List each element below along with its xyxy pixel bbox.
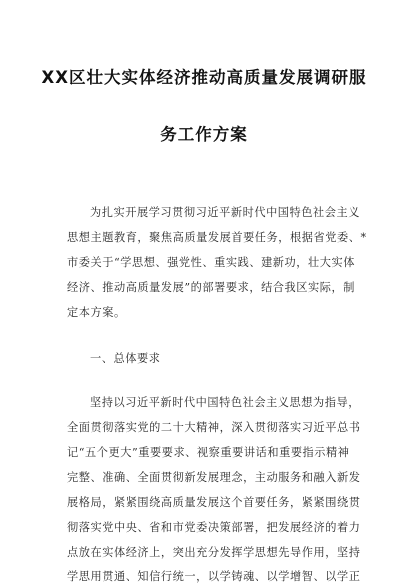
document-title-line-2: 务工作方案 bbox=[160, 125, 248, 144]
document-title-line-1: XX区壮大实体经济推动高质量发展调研服 bbox=[41, 68, 367, 87]
section-body-line: 展格局，紧紧围绕高质量发展这个首要任务，紧紧围绕贯 bbox=[67, 496, 361, 509]
intro-line: 市委关于“学思想、强党性、重实践、建新功，壮大实体 bbox=[67, 256, 355, 269]
section-body-line: 记“五个更大”重要要求、视察重要讲话和重要指示精神 bbox=[67, 446, 350, 459]
section-body-line: 点放在实体经济上，突出充分发挥学思想先导作用，坚持 bbox=[67, 546, 361, 559]
section-heading: 一、总体要求 bbox=[90, 352, 161, 365]
intro-line: 为扎实开展学习贯彻习近平新时代中国特色社会主义 bbox=[90, 206, 360, 219]
section-body-line: 学思用贯通、知信行统一，以学铸魂、以学增智、以学正 bbox=[67, 570, 361, 583]
section-body-line: 坚持以习近平新时代中国特色社会主义思想为指导， bbox=[90, 396, 360, 409]
intro-line: 经济、推动高质量发展”的部署要求，结合我区实际，制 bbox=[67, 281, 355, 294]
intro-line: 思想主题教育，聚焦高质量发展首要任务，根据省党委、* bbox=[67, 231, 367, 244]
intro-line: 定本方案。 bbox=[67, 306, 126, 319]
section-body-line: 完整、准确、全面贯彻新发展理念，主动服务和融入新发 bbox=[67, 471, 361, 484]
section-body-line: 全面贯彻落实党的二十大精神，深入贯彻落实习近平总书 bbox=[67, 421, 361, 434]
section-body-line: 彻落实党中央、省和市党委决策部署，把发展经济的着力 bbox=[67, 521, 361, 534]
